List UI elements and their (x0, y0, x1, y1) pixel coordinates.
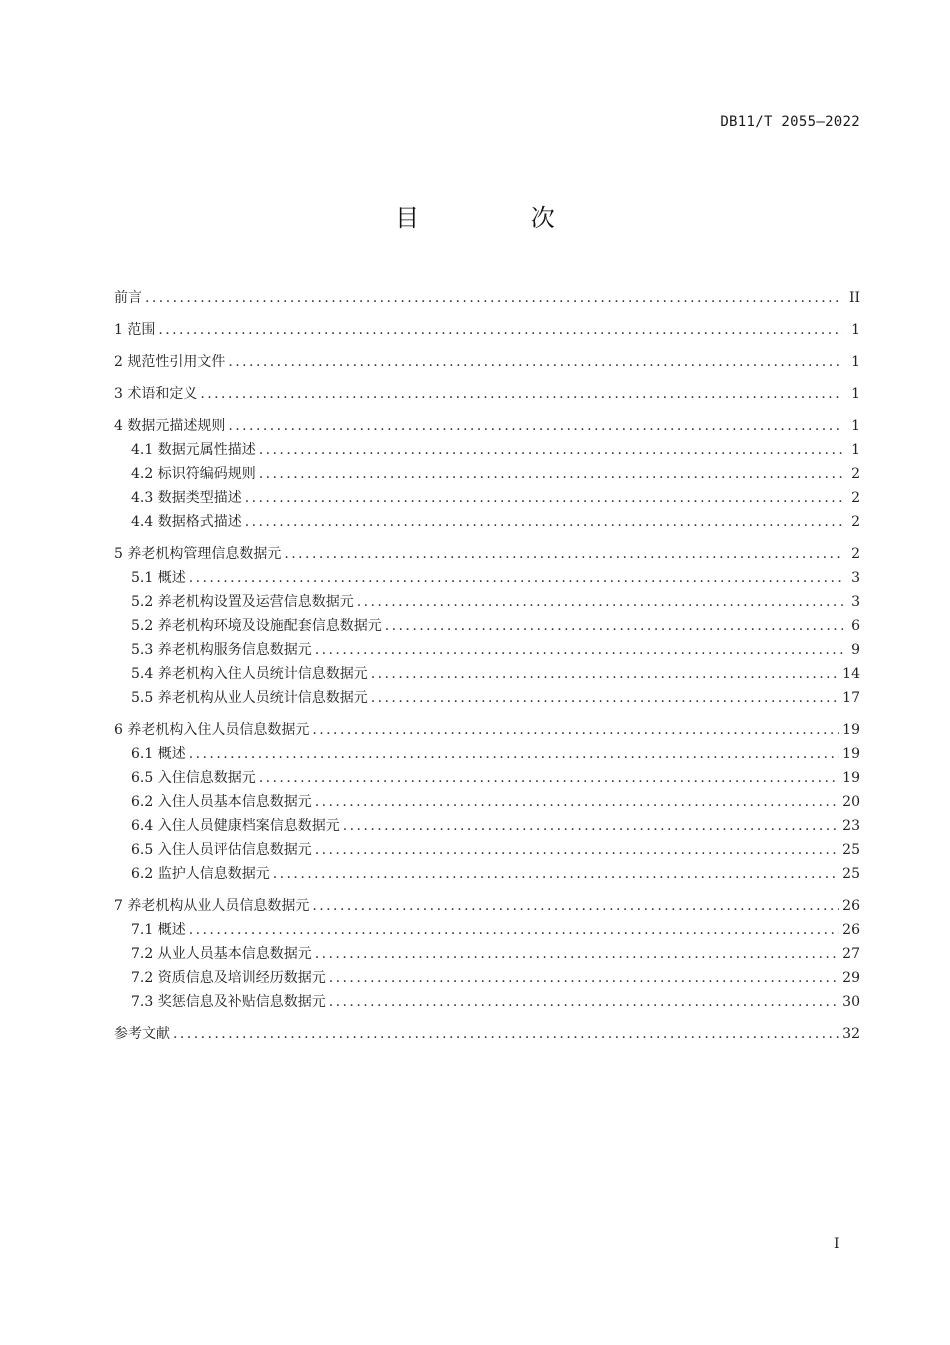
toc-entry-label: 5.3 养老机构服务信息数据元 (131, 642, 312, 658)
toc-entry-label: 6.2 监护人信息数据元 (131, 866, 270, 882)
toc-entry-page: 2 (851, 514, 860, 530)
toc-entry-page: 14 (842, 666, 860, 682)
toc-leader-dots (145, 286, 843, 310)
toc-entry-label: 5.2 养老机构环境及设施配套信息数据元 (131, 618, 382, 634)
toc-leader-dots (189, 742, 839, 766)
toc-entry-label: 4.4 数据格式描述 (131, 514, 242, 530)
toc-leader-dots (189, 918, 839, 942)
toc-entry[interactable] (114, 894, 860, 918)
toc-entry-page: 9 (851, 642, 860, 658)
toc-leader-dots (259, 438, 843, 462)
toc-entry-page: 1 (851, 386, 860, 402)
toc-entry-label: 4.2 标识符编码规则 (131, 466, 256, 482)
toc-entry-page: 2 (851, 490, 860, 506)
toc-entry[interactable] (114, 638, 860, 662)
toc-entry-page: 29 (842, 970, 860, 986)
toc-entry[interactable] (114, 318, 860, 342)
toc-entry[interactable] (114, 590, 860, 614)
toc-entry-page: 3 (851, 570, 860, 586)
toc-entry-label: 5.1 概述 (131, 570, 186, 586)
toc-leader-dots (200, 382, 843, 406)
toc-entry-label: 参考文献 (114, 1026, 170, 1042)
toc-entry-label: 6.1 概述 (131, 746, 186, 762)
toc-entry-page: 1 (851, 354, 860, 370)
toc-entry-label: 4.3 数据类型描述 (131, 490, 242, 506)
toc-entry-label: 3 术语和定义 (114, 386, 198, 402)
toc-entry-label: 2 规范性引用文件 (114, 354, 226, 370)
toc-entry-page: 20 (842, 794, 860, 810)
toc-entry-page: II (848, 290, 860, 306)
document-code: DB11/T 2055—2022 (720, 114, 860, 130)
toc-entry-label: 4.1 数据元属性描述 (131, 442, 256, 458)
toc-entry[interactable] (114, 662, 860, 686)
toc-leader-dots (245, 486, 843, 510)
toc-leader-dots (343, 814, 839, 838)
toc-entry[interactable] (114, 990, 860, 1014)
toc-leader-dots (315, 942, 839, 966)
toc-entry-label: 1 范围 (114, 322, 156, 338)
toc-leader-dots (385, 614, 843, 638)
toc-entry[interactable] (114, 382, 860, 406)
toc-entry-label: 6.4 入住人员健康档案信息数据元 (131, 818, 340, 834)
toc-entry[interactable] (114, 966, 860, 990)
toc-leader-dots (371, 686, 839, 710)
page-title: 目 次 (395, 204, 607, 232)
toc-entry[interactable] (114, 918, 860, 942)
toc-entry-page: 2 (851, 546, 860, 562)
toc-leader-dots (259, 766, 839, 790)
toc-entry-page: 19 (842, 770, 860, 786)
toc-leader-dots (312, 718, 839, 742)
toc-entry-page: 1 (851, 322, 860, 338)
toc-entry-page: 30 (842, 994, 860, 1010)
toc-leader-dots (245, 510, 843, 534)
toc-entry-label: 7 养老机构从业人员信息数据元 (114, 898, 310, 914)
toc-entry[interactable] (114, 862, 860, 886)
toc-entry[interactable] (114, 510, 860, 534)
toc-leader-dots (371, 662, 839, 686)
toc-entry-page: 27 (842, 946, 860, 962)
toc-entry-label: 7.2 资质信息及培训经历数据元 (131, 970, 326, 986)
toc-entry[interactable] (114, 686, 860, 710)
toc-leader-dots (329, 990, 839, 1014)
toc-entry[interactable] (114, 718, 860, 742)
toc-entry-page: 19 (842, 746, 860, 762)
toc-leader-dots (259, 462, 843, 486)
toc-leader-dots (228, 414, 843, 438)
toc-entry[interactable] (114, 438, 860, 462)
toc-entry-page: 2 (851, 466, 860, 482)
page-number: I (834, 1236, 840, 1252)
toc-entry-label: 7.1 概述 (131, 922, 186, 938)
toc-entry[interactable] (114, 942, 860, 966)
toc-entry-page: 19 (842, 722, 860, 738)
toc-entry[interactable] (114, 1022, 860, 1046)
toc-entry-label: 4 数据元描述规则 (114, 418, 226, 434)
toc-entry-page: 1 (851, 418, 860, 434)
toc-entry-label: 7.3 奖惩信息及补贴信息数据元 (131, 994, 326, 1010)
toc-entry-page: 32 (842, 1026, 860, 1042)
toc-entry-label: 5.5 养老机构从业人员统计信息数据元 (131, 690, 368, 706)
toc-entry-label: 前言 (114, 290, 142, 306)
toc-entry[interactable] (114, 838, 860, 862)
toc-entry[interactable] (114, 486, 860, 510)
toc-leader-dots (158, 318, 843, 342)
toc-entry-label: 5.2 养老机构设置及运营信息数据元 (131, 594, 354, 610)
toc-leader-dots (357, 590, 843, 614)
toc-entry[interactable] (114, 350, 860, 374)
toc-entry-page: 25 (842, 842, 860, 858)
toc-entry-page: 3 (851, 594, 860, 610)
toc-entry[interactable] (114, 414, 860, 438)
toc-entry-page: 1 (851, 442, 860, 458)
toc-leader-dots (228, 350, 843, 374)
toc-entry[interactable] (114, 742, 860, 766)
toc-leader-dots (284, 542, 843, 566)
toc-entry-label: 5 养老机构管理信息数据元 (114, 546, 282, 562)
toc-entry-label: 7.2 从业人员基本信息数据元 (131, 946, 312, 962)
toc-entry[interactable] (114, 614, 860, 638)
toc-leader-dots (189, 566, 843, 590)
toc-entry-label: 6 养老机构入住人员信息数据元 (114, 722, 310, 738)
toc-leader-dots (315, 790, 839, 814)
toc-entry-page: 17 (842, 690, 860, 706)
table-of-contents (114, 286, 860, 1046)
toc-entry-page: 23 (842, 818, 860, 834)
toc-leader-dots (312, 894, 839, 918)
toc-entry-label: 6.5 入住信息数据元 (131, 770, 256, 786)
toc-entry[interactable] (114, 790, 860, 814)
toc-entry-page: 25 (842, 866, 860, 882)
toc-leader-dots (173, 1022, 839, 1046)
toc-leader-dots (329, 966, 839, 990)
toc-entry-page: 26 (842, 898, 860, 914)
toc-entry[interactable] (114, 566, 860, 590)
toc-entry-label: 6.5 入住人员评估信息数据元 (131, 842, 312, 858)
toc-entry-label: 5.4 养老机构入住人员统计信息数据元 (131, 666, 368, 682)
toc-entry[interactable] (114, 766, 860, 790)
toc-leader-dots (315, 838, 839, 862)
toc-entry[interactable] (114, 462, 860, 486)
toc-entry[interactable] (114, 286, 860, 310)
toc-entry-page: 26 (842, 922, 860, 938)
toc-entry-label: 6.2 入住人员基本信息数据元 (131, 794, 312, 810)
toc-entry-page: 6 (851, 618, 860, 634)
toc-entry[interactable] (114, 814, 860, 838)
toc-entry[interactable] (114, 542, 860, 566)
toc-leader-dots (273, 862, 839, 886)
toc-leader-dots (315, 638, 843, 662)
